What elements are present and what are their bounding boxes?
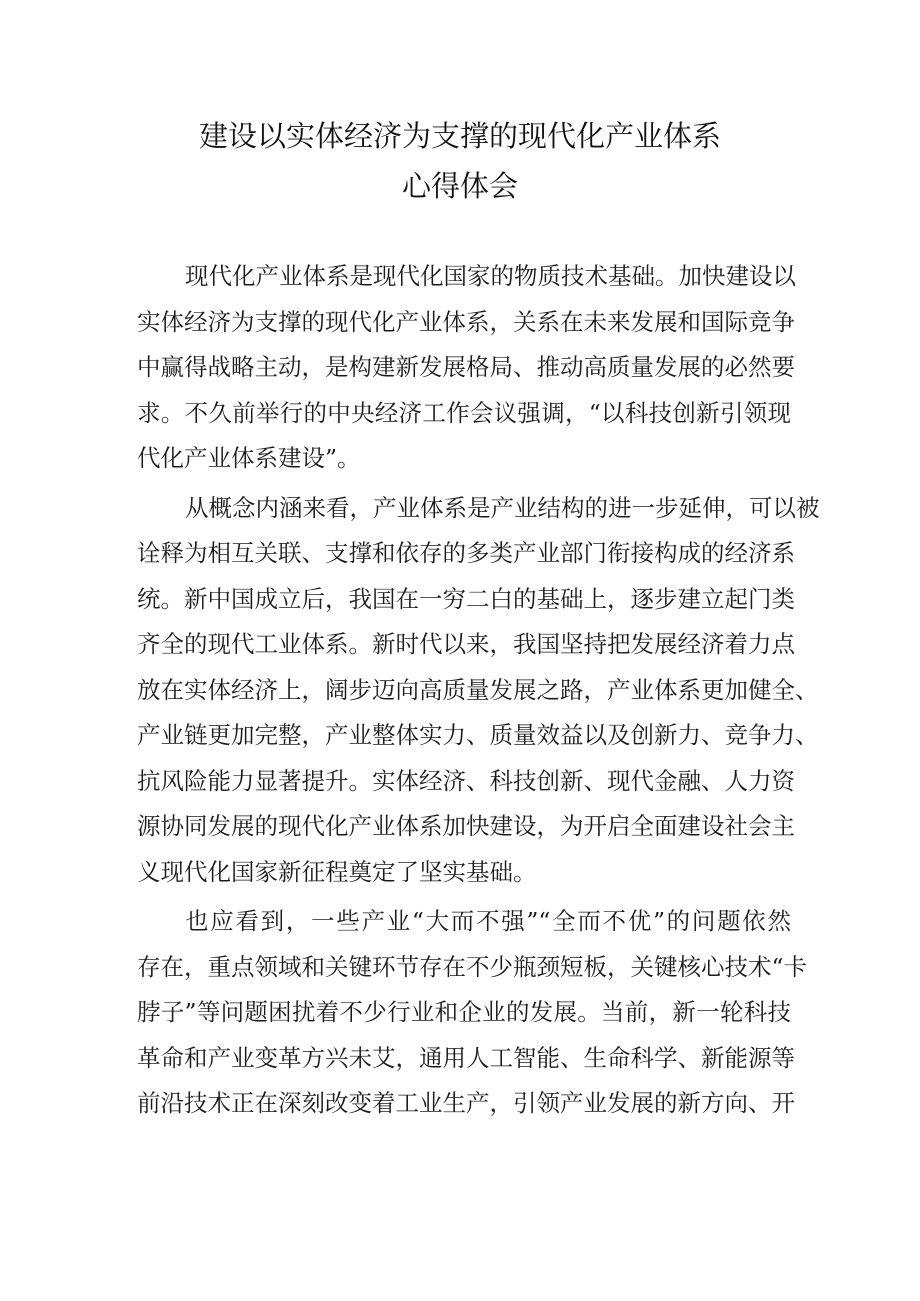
text-line: 放在实体经济上，阔步迈向高质量发展之路，产业体系更加健全、 bbox=[137, 675, 819, 704]
paragraph-2 bbox=[137, 486, 820, 896]
text-line: 诠释为相互关联、支撑和依存的多类产业部门衔接构成的经济系 bbox=[137, 539, 795, 567]
text-line: 也应看到，一些产业“大而不强”“全而不优”的问题依然 bbox=[185, 907, 791, 935]
text-line: 实体经济为支撑的现代化产业体系，关系在未来发展和国际竞争 bbox=[137, 307, 795, 336]
text-line: 义现代化国家新征程奠定了坚实基础。 bbox=[137, 857, 537, 886]
paragraph-1 bbox=[137, 254, 796, 482]
text-line: 齐全的现代工业体系。新时代以来，我国坚持把发展经济着力点 bbox=[137, 630, 795, 658]
document-subtitle: 心得体会 bbox=[401, 169, 518, 203]
paragraph-3 bbox=[137, 899, 808, 1127]
text-line: 中赢得战略主动，是构建新发展格局、推动高质量发展的必然要 bbox=[137, 353, 795, 381]
text-line: 存在，重点领域和关键环节存在不少瓶颈短板，关键核心技术“卡 bbox=[137, 952, 808, 981]
text-line: 代化产业体系建设”。 bbox=[137, 444, 361, 472]
text-line: 源协同发展的现代化产业体系加快建设，为开启全面建设社会主 bbox=[137, 812, 795, 840]
text-line: 脖子”等问题困扰着不少行业和企业的发展。当前，新一轮科技 bbox=[137, 998, 791, 1026]
text-line: 求。不久前举行的中央经济工作会议强调，“以科技创新引领现 bbox=[137, 398, 791, 427]
text-line: 从概念内涵来看，产业体系是产业结构的进一步延伸，可以被 bbox=[185, 493, 820, 522]
text-line: 革命和产业变革方兴未艾，通用人工智能、生命科学、新能源等 bbox=[137, 1043, 795, 1072]
text-line: 抗风险能力显著提升。实体经济、科技创新、现代金融、人力资 bbox=[137, 766, 795, 795]
text-line: 统。新中国成立后，我国在一穷二白的基础上，逐步建立起门类 bbox=[137, 584, 795, 613]
document-title: 建设以实体经济为支撑的现代化产业体系 bbox=[198, 119, 721, 153]
text-line: 前沿技术正在深刻改变着工业生产，引领产业发展的新方向、开 bbox=[137, 1089, 795, 1117]
text-line: 现代化产业体系是现代化国家的物质技术基础。加快建设以 bbox=[185, 262, 796, 290]
text-line: 产业链更加完整，产业整体实力、质量效益以及创新力、竞争力、 bbox=[137, 721, 819, 749]
document-body bbox=[137, 254, 820, 1127]
